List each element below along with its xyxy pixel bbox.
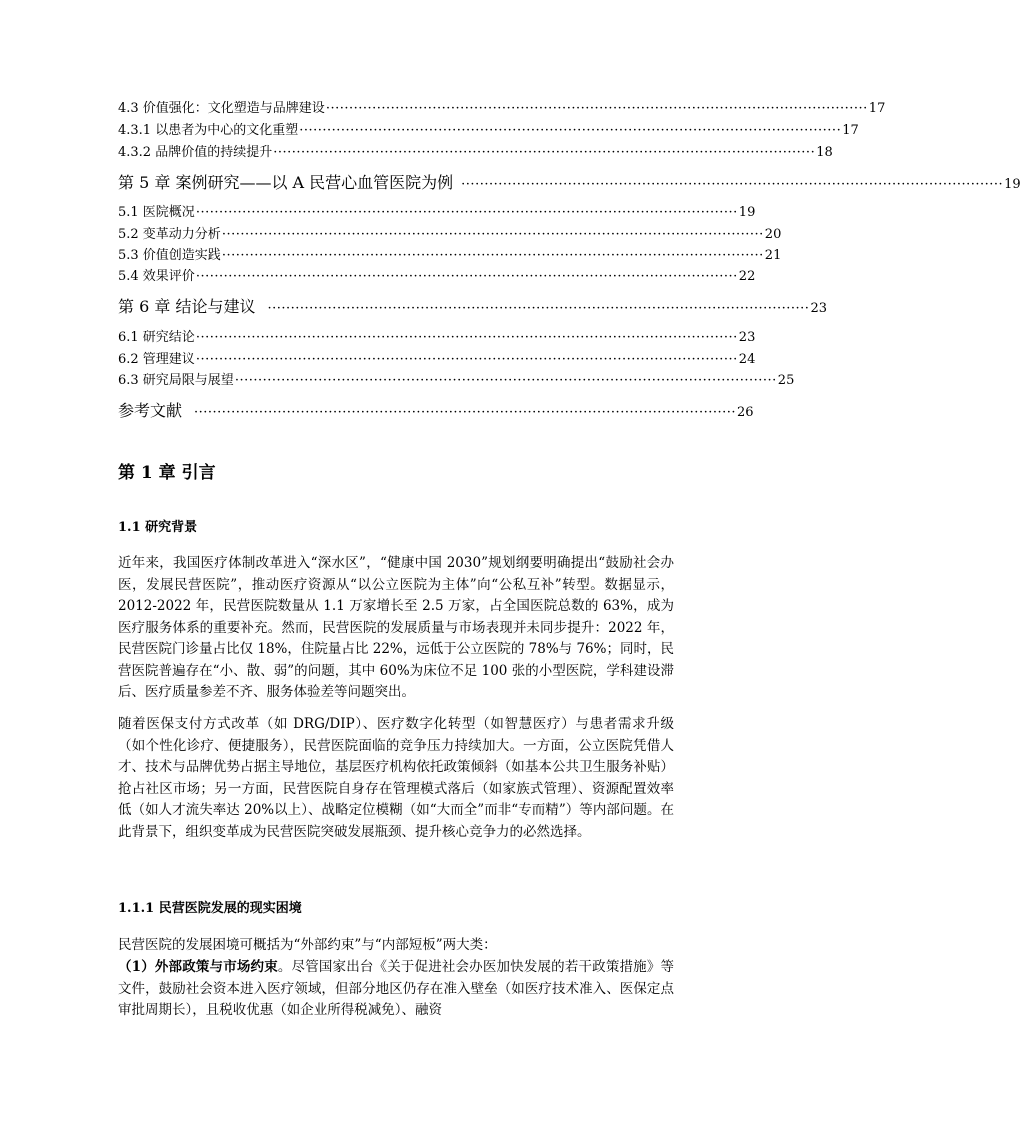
toc-leader-dots: ····················································································································· — [461, 177, 1004, 192]
toc-leader-dots: ····················································································································· — [195, 330, 738, 345]
toc-leader-dots: ····················································································································· — [195, 352, 738, 367]
toc-chapter-entry[interactable] — [118, 398, 754, 420]
body-paragraph: 近年来，我国医疗体制改革进入“深水区”，“健康中国 2030”规划纲要明确提出“鼓励社会办医，发展民营医院”，推动医疗资源从“以公立医院为主体”向“公私互补”转型。数据显示，2012-2022 年，民营医院数量从 1.1 万家增长至 2.5 万家，占全国医院总数的 63%，成为医疗服务体系的重要补充。然而，民营医院的发展质量与市场表现并未同步提升：2022 年，民营医院门诊量占比仅 18%，住院量占比 22%，远低于公立医院的 78%与 76%；同时，民营医院普遍存在“小、散、弱”的问题，其中 60%为床位不足 100 张的小型医院，学科建设滞后、医疗质量参差不齐、服务体验差等问题突出。 — [118, 555, 674, 700]
toc-entry-title: 6.3 研究局限与展望 — [118, 373, 234, 388]
toc-chapter-entry[interactable] — [118, 294, 827, 316]
toc-leader-dots: ····················································································································· — [221, 227, 764, 242]
toc-entry[interactable] — [118, 141, 833, 160]
body-paragraph: 随着医保支付方式改革（如 DRG/DIP）、医疗数字化转型（如智慧医疗）与患者需求升级（如个性化诊疗、便捷服务），民营医院面临的竞争压力持续加大。一方面，公立医院凭借人才、技术与品牌优势占据主导地位，基层医疗机构依托政策倾斜（如基本公共卫生服务补贴）抢占社区市场；另一方面，民营医院自身存在管理模式落后（如家族式管理）、资源配置效率低（如人才流失率达 20%以上）、战略定位模糊（如“大而全”而非“专而精”）等内部问题。在此背景下，组织变革成为民营医院突破发展瓶颈、提升核心竞争力的必然选择。 — [118, 716, 674, 840]
toc-entry-page: 19 — [1004, 177, 1021, 192]
toc-entry[interactable] — [118, 223, 782, 242]
toc-entry[interactable] — [118, 119, 859, 138]
toc-entry-title: 参考文献 — [118, 401, 183, 420]
toc-entry-page: 23 — [810, 301, 827, 316]
toc-entry-title: 5.1 医院概况 — [118, 205, 195, 220]
toc-entry-title: 4.3 价值强化：文化塑造与品牌建设 — [118, 101, 325, 116]
toc-entry-title: 第 5 章 案例研究——以 A 民营心血管医院为例 — [118, 173, 454, 192]
toc-leader-dots: ····················································································································· — [195, 205, 738, 220]
toc-leader-dots: ····················································································································· — [194, 405, 736, 420]
toc-entry[interactable] — [118, 201, 756, 220]
toc-entry-title: 5.3 价值创造实践 — [118, 248, 221, 263]
toc-leader-dots: ····················································································································· — [299, 123, 842, 138]
toc-entry[interactable] — [118, 369, 795, 388]
section-heading: 1.1 研究背景 — [118, 520, 198, 535]
chapter-heading: 第 1 章 引言 — [118, 463, 216, 483]
toc-leader-dots: ····················································································································· — [267, 301, 810, 316]
toc-entry[interactable] — [118, 348, 756, 367]
toc-entry-page: 17 — [868, 101, 886, 116]
toc-entry-title: 4.3.2 品牌价值的持续提升 — [118, 145, 273, 160]
paragraph-lead-bold: （1）外部政策与市场约束 — [118, 959, 278, 975]
toc-entry[interactable] — [118, 244, 782, 263]
toc-leader-dots: ····················································································································· — [195, 269, 738, 284]
toc-entry[interactable] — [118, 97, 886, 116]
toc-entry-page: 26 — [737, 405, 754, 420]
toc-entry-title: 4.3.1 以患者为中心的文化重塑 — [118, 123, 299, 138]
toc-entry-page: 18 — [816, 145, 833, 160]
toc-entry[interactable] — [118, 265, 756, 284]
body-paragraph: 民营医院的发展困境可概括为“外部约束”与“内部短板”两大类： — [118, 937, 497, 953]
toc-entry-page: 24 — [738, 352, 756, 367]
subsection-heading: 1.1.1 民营医院发展的现实困境 — [118, 901, 302, 916]
toc-leader-dots: ····················································································································· — [325, 101, 868, 116]
toc-entry-title: 5.2 变革动力分析 — [118, 227, 221, 242]
paragraph-text: 。尽管国家出台《关于促进社会办医加快发展的若干政策措施》等文件，鼓励社会资本进入医疗领域，但部分地区仍存在准入壁垒（如医疗技术准入、医保定点审批周期长），且税收优惠（如企业所得税减免）、融资 — [118, 959, 674, 1018]
toc-entry-title: 第 6 章 结论与建议 — [118, 297, 256, 316]
toc-entry-page: 17 — [842, 123, 859, 138]
toc-entry-title: 6.2 管理建议 — [118, 352, 195, 367]
body-paragraph — [118, 957, 674, 1022]
toc-entry-page: 25 — [777, 373, 795, 388]
toc-entry-page: 22 — [738, 269, 756, 284]
toc-entry-page: 21 — [764, 248, 782, 263]
toc-leader-dots: ····················································································································· — [273, 145, 816, 160]
toc-entry-page: 20 — [764, 227, 782, 242]
toc-entry-page: 19 — [738, 205, 756, 220]
toc-leader-dots: ····················································································································· — [221, 248, 764, 263]
toc-chapter-entry[interactable] — [118, 170, 1021, 192]
toc-entry-title: 6.1 研究结论 — [118, 330, 195, 345]
toc-entry-title: 5.4 效果评价 — [118, 269, 195, 284]
toc-leader-dots: ····················································································································· — [234, 373, 777, 388]
toc-entry[interactable] — [118, 326, 756, 345]
toc-entry-page: 23 — [738, 330, 756, 345]
